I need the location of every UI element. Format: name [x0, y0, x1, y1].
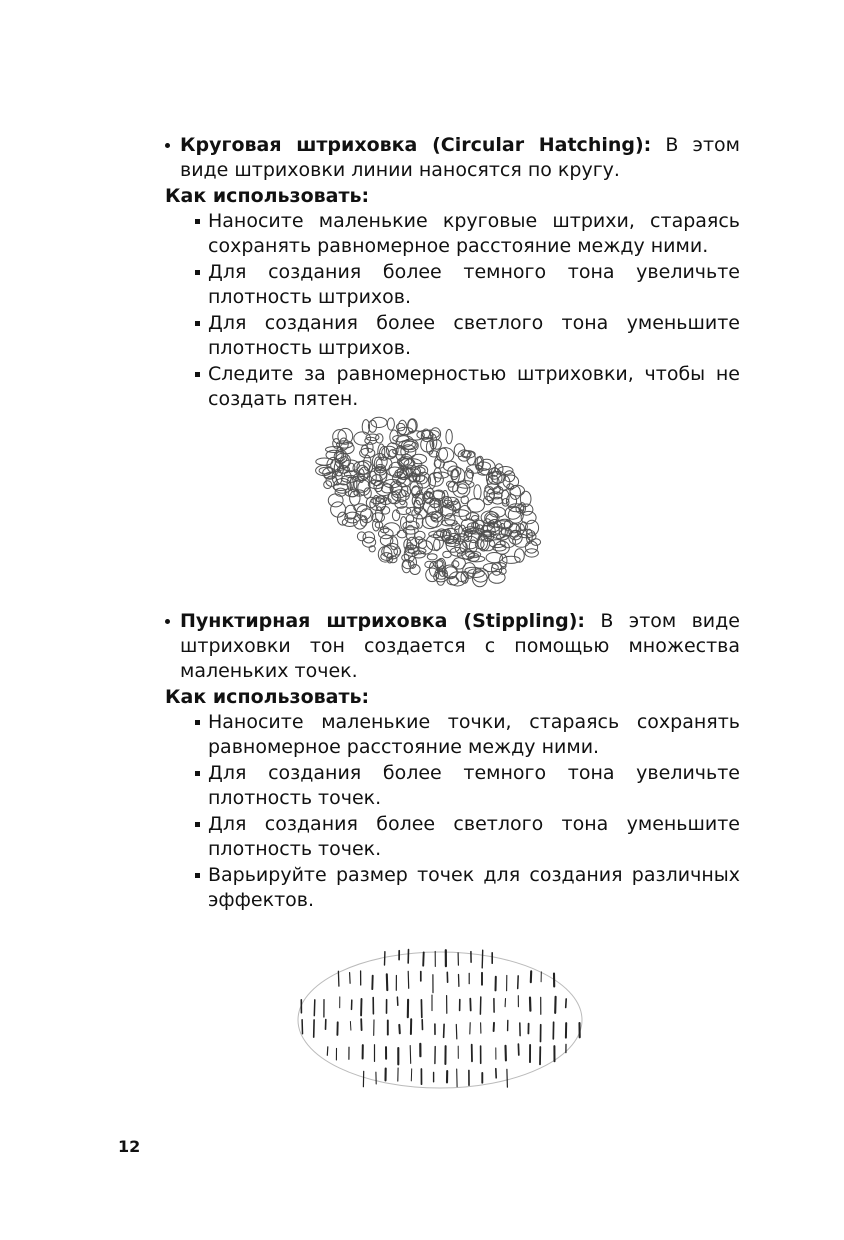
hatch-circle: [457, 484, 467, 494]
term-stippling: Пунктирная штриховка (Stippling):: [180, 610, 586, 632]
circular-hatching-illustration: [305, 412, 560, 597]
stipple-stroke: [507, 1069, 508, 1087]
hatch-circle: [473, 571, 488, 587]
stipple-stroke: [482, 950, 483, 968]
stipple-stroke: [444, 1024, 445, 1037]
section-stippling-intro: [165, 609, 740, 684]
stipple-stroke: [566, 999, 567, 1008]
howto-heading-stippling: Как использовать:: [165, 686, 370, 708]
stippling-illustration: [290, 935, 590, 1095]
hatch-circle: [531, 539, 540, 546]
list-item: Для создания более темного тона увеличьте плотность точек.: [192, 761, 740, 811]
hatch-circle: [338, 428, 353, 444]
bullet-square: [195, 822, 200, 827]
stipple-stroke: [408, 971, 409, 988]
hatch-circle: [415, 531, 425, 540]
bullet-square: [195, 219, 200, 224]
hatch-circle: [489, 572, 505, 584]
hatch-circle: [445, 514, 455, 525]
section-circular-intro: [165, 133, 740, 183]
hatch-circle: [371, 417, 387, 427]
hatch-circle: [443, 551, 452, 558]
bullet-square: [195, 873, 200, 878]
hatch-circle: [427, 554, 437, 560]
stipple-stroke: [350, 1022, 351, 1031]
bullet-square: [195, 372, 200, 377]
description-stippling: В этом виде штриховки тон создается с помощью множества маленьких точек.: [180, 610, 740, 682]
hatch-circle: [489, 540, 505, 548]
stipple-stroke: [387, 974, 388, 990]
list-item: Следите за равномерностью штриховки, чтобы не создать пятен.: [192, 362, 740, 412]
list-item: Наносите маленькие точки, стараясь сохранять равномерное расстояние между ними.: [192, 710, 740, 760]
stipple-stroke: [456, 1025, 457, 1039]
tips-list-stippling: [192, 710, 740, 914]
hatch-circle: [357, 532, 365, 541]
hatch-circle: [446, 429, 452, 443]
stipple-stroke: [327, 1047, 328, 1056]
stipple-stroke: [518, 976, 519, 989]
list-item: Наносите маленькие круговые штрихи, стараясь сохранять равномерное расстояние между ними.: [192, 209, 740, 259]
list-item: Варьируйте размер точек для создания различных эффектов.: [192, 863, 740, 913]
tips-list-circular: [192, 209, 740, 413]
hatch-circle: [376, 434, 383, 443]
page-number: 12: [118, 1137, 141, 1156]
stipple-stroke: [423, 953, 424, 966]
bullet-square: [195, 270, 200, 275]
hatch-circle: [387, 418, 394, 430]
stipple-stroke: [338, 971, 339, 986]
howto-heading-circular: Как использовать:: [165, 185, 370, 207]
hatch-circle: [467, 499, 484, 513]
hatch-circle: [510, 530, 522, 540]
hatch-circle: [410, 565, 420, 575]
hatch-circle: [434, 468, 442, 482]
hatch-circle: [474, 485, 481, 500]
bullet-square: [195, 720, 200, 725]
bullet-square: [195, 321, 200, 326]
bullet-dot: [165, 143, 170, 148]
stipple-stroke: [350, 973, 351, 984]
hatch-circle: [406, 507, 420, 515]
hatch-circle: [520, 504, 533, 515]
bullet-square: [195, 771, 200, 776]
stipple-stroke: [410, 1046, 411, 1064]
list-item: Для создания более темного тона увеличьте плотность штрихов.: [192, 260, 740, 310]
description-circular-hatching: В этом виде штриховки линии наносятся по кругу.: [180, 134, 741, 181]
bullet-dot: [165, 619, 170, 624]
hatch-circle: [510, 485, 525, 496]
hatch-circle: [392, 510, 399, 521]
hatch-circle: [465, 469, 473, 485]
list-item: Для создания более светлого тона уменьшите плотность точек.: [192, 812, 740, 862]
hatch-circle: [383, 523, 400, 536]
hatch-circle: [515, 549, 525, 563]
hatch-circle: [376, 507, 383, 522]
hatch-circle: [366, 497, 376, 507]
list-item: Для создания более светлого тона уменьшите плотность штрихов.: [192, 311, 740, 361]
hatch-circle: [350, 491, 360, 505]
stipple-stroke: [314, 1000, 315, 1016]
term-circular-hatching: Круговая штриховка (Circular Hatching):: [180, 134, 652, 156]
stipple-stroke: [399, 1025, 400, 1033]
hatch-circle: [483, 564, 498, 572]
